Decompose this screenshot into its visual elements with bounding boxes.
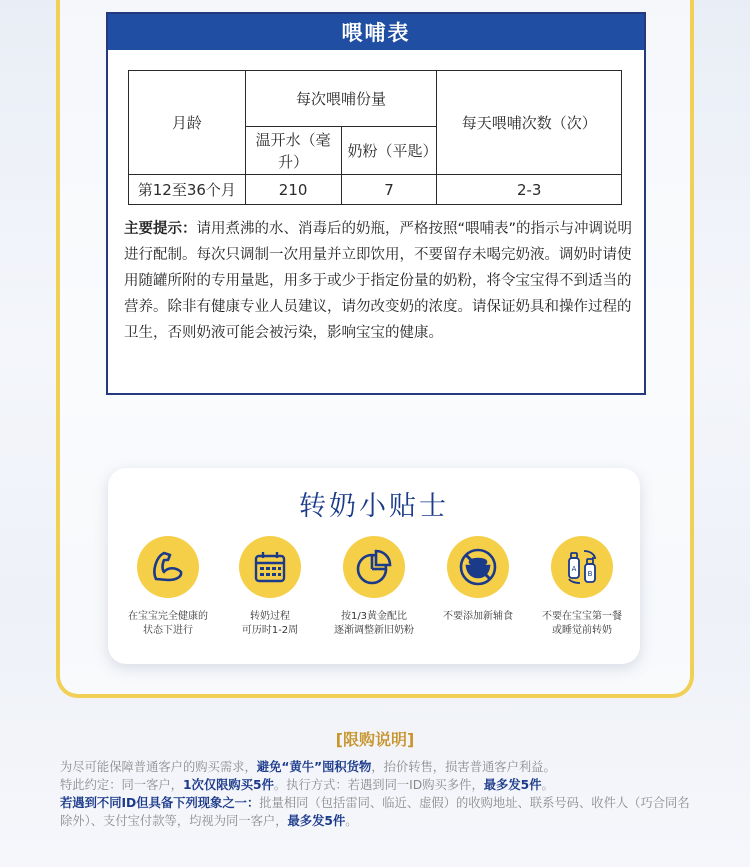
tip-item <box>118 536 218 638</box>
feeding-table <box>128 70 622 205</box>
tips-card <box>108 468 640 664</box>
col-age-header: 月龄 <box>129 71 246 175</box>
tip-item <box>428 536 528 624</box>
row-powder: 7 <box>341 175 437 205</box>
note-text: 请用煮沸的水、消毒后的奶瓶，严格按照“喂哺表”的指示与冲调说明进行配制。每次只调制一次用量并立即饮用，不要留存未喝完奶液。调奶时请使用随罐所附的专用量匙，用多于或少于指定份量的奶粉，将令宝宝得不到适当的营养。除非有健康专业人员建议，请勿改变奶的浓度。请保证奶具和操作过程的卫生，否则奶液可能会被污染，影响宝宝的健康。 <box>124 221 633 341</box>
tip-line2: 或睡觉前转奶 <box>552 625 612 636</box>
row-age: 第12至36个月 <box>129 175 246 205</box>
tips-title: 转奶小贴士 <box>299 491 449 522</box>
tip-line2: 状态下进行 <box>143 625 193 636</box>
muscle-arm-icon <box>137 536 199 598</box>
col-powder-header: 奶粉（平匙） <box>341 127 437 175</box>
feeding-title: 喂哺表 <box>108 14 644 50</box>
tip-line2: 逐渐调整新旧奶粉 <box>334 625 414 636</box>
no-food-icon <box>447 536 509 598</box>
feeding-note <box>124 216 634 346</box>
bottle-switch-icon <box>551 536 613 598</box>
pie-chart-icon <box>343 536 405 598</box>
row-times: 2-3 <box>437 175 622 205</box>
svg-text:A: A <box>571 565 577 573</box>
col-amount-header: 每次喂哺份量 <box>245 71 437 127</box>
tip-line1: 按1/3黄金配比 <box>340 611 408 622</box>
limit-highlight: 若遇到不同ID但具备下列现象之一： <box>60 796 260 810</box>
row-water: 210 <box>245 175 341 205</box>
limit-text-span: 。 <box>541 778 554 792</box>
limit-highlight: 最多发5件 <box>483 778 542 792</box>
limit-text <box>60 758 694 830</box>
tip-line2: 可历时1-2周 <box>241 625 299 636</box>
limit-paragraph-1 <box>60 758 694 776</box>
limit-paragraph-3 <box>60 794 694 830</box>
tip-line1: 转奶过程 <box>250 611 290 622</box>
limit-text-span: 特此约定：同一客户， <box>60 778 183 792</box>
tip-item <box>220 536 320 638</box>
tip-item <box>532 536 632 638</box>
limit-highlight: 最多发5件 <box>287 814 346 828</box>
limit-highlight: 1次仅限购买5件 <box>182 778 274 792</box>
col-times-header: 每天喂哺次数（次） <box>437 71 622 175</box>
limit-highlight: 避免“黄牛”囤积货物 <box>256 760 372 774</box>
limit-text-span: 。执行方式：若遇到同一ID购买多件， <box>273 778 484 792</box>
tip-line1: 在宝宝完全健康的 <box>128 611 208 622</box>
limit-text-span: 。 <box>345 814 358 828</box>
limit-text-span: 为尽可能保障普通客户的购买需求， <box>60 760 257 774</box>
tip-line1: 不要添加新辅食 <box>443 611 513 622</box>
calendar-icon <box>239 536 301 598</box>
limit-text-span: ，抬价转售，损害普通客户利益。 <box>371 760 556 774</box>
col-water-header: 温开水（毫升） <box>245 127 341 175</box>
limit-title: [限购说明] <box>335 730 415 749</box>
note-label: 主要提示： <box>124 221 197 237</box>
feeding-card <box>106 12 646 395</box>
svg-text:B: B <box>587 570 593 578</box>
tip-line1: 不要在宝宝第一餐 <box>542 611 622 622</box>
limit-paragraph-2 <box>60 776 694 794</box>
tip-item <box>324 536 424 638</box>
limit-text-span: 批量相同（包括雷同、临近、虚假）的收购地址、联系号码、收件人（巧合同名除外）、支付宝付款等，均视为同一客户， <box>60 796 690 828</box>
